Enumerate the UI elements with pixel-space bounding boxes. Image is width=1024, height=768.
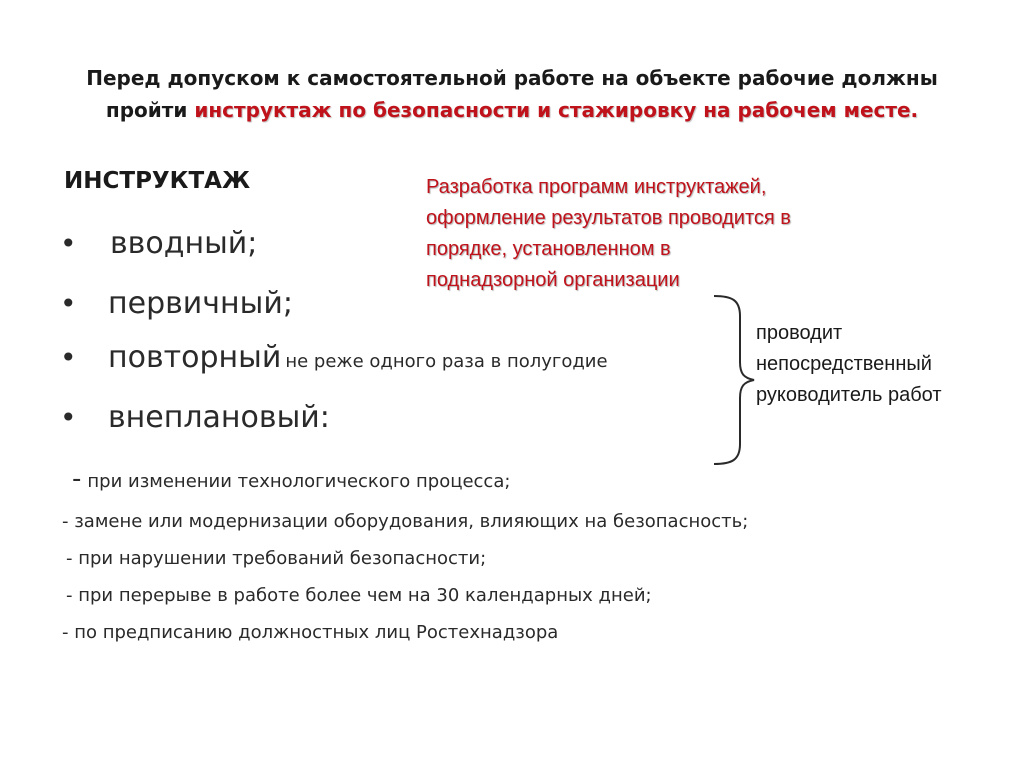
bullet-text: повторный <box>108 340 282 375</box>
bullet-text: внеплановый: <box>108 400 330 435</box>
bullet-item-repeated <box>60 340 608 375</box>
sub-item-equipment-change <box>62 511 748 532</box>
title-line-2 <box>40 94 984 126</box>
curly-brace-icon <box>710 290 760 470</box>
right-note-line-1: проводит <box>756 322 843 344</box>
bullet-marker: • <box>60 287 77 320</box>
bullet-item-introductory <box>60 226 257 261</box>
red-note-line-1: Разработка программ инструктажей, <box>426 176 767 198</box>
bullet-marker: • <box>60 227 77 260</box>
section-heading: ИНСТРУКТАЖ <box>64 168 251 194</box>
sub-item-text: - при перерыве в работе более чем на 30 календарных дней; <box>66 585 652 606</box>
title-line-2-prefix: пройти <box>105 98 195 122</box>
bullet-marker: • <box>60 401 77 434</box>
sub-item-text: - замене или модернизации оборудования, влияющих на безопасность; <box>62 511 749 532</box>
right-note-line-3: руководитель работ <box>756 384 942 406</box>
sub-item-text: - по предписанию должностных лиц Ростехнадзора <box>62 622 559 643</box>
bullet-text: вводный; <box>110 226 258 261</box>
right-note-line-2: непосредственный <box>756 353 932 375</box>
sub-item-work-break <box>66 585 652 606</box>
sub-item-safety-violation <box>66 548 486 569</box>
sub-item-rostekhnadzor-order <box>62 622 558 643</box>
sub-item-text: - при нарушении требований безопасности; <box>66 548 487 569</box>
bullet-note: не реже одного раза в полугодие <box>285 351 608 372</box>
sub-item-dash: - <box>72 464 82 494</box>
sub-item-process-change <box>72 464 510 494</box>
bullet-item-unscheduled <box>60 400 330 435</box>
bullet-marker: • <box>60 341 77 374</box>
title-line-1: Перед допуском к самостоятельной работе на объекте рабочие должны <box>86 66 938 90</box>
sub-item-text: при изменении технологического процесса; <box>87 471 511 492</box>
program-development-note <box>426 172 926 296</box>
bullet-text: первичный; <box>108 286 293 321</box>
slide-title <box>40 62 984 126</box>
red-note-line-2: оформление результатов проводится в <box>426 207 791 229</box>
red-note-line-3: порядке, установленном в <box>426 238 671 260</box>
title-highlight: инструктаж по безопасности и стажировку на рабочем месте. <box>194 98 919 122</box>
responsible-person-note <box>756 318 1016 411</box>
red-note-line-4: поднадзорной организации <box>426 269 680 291</box>
bullet-item-primary <box>60 286 293 321</box>
